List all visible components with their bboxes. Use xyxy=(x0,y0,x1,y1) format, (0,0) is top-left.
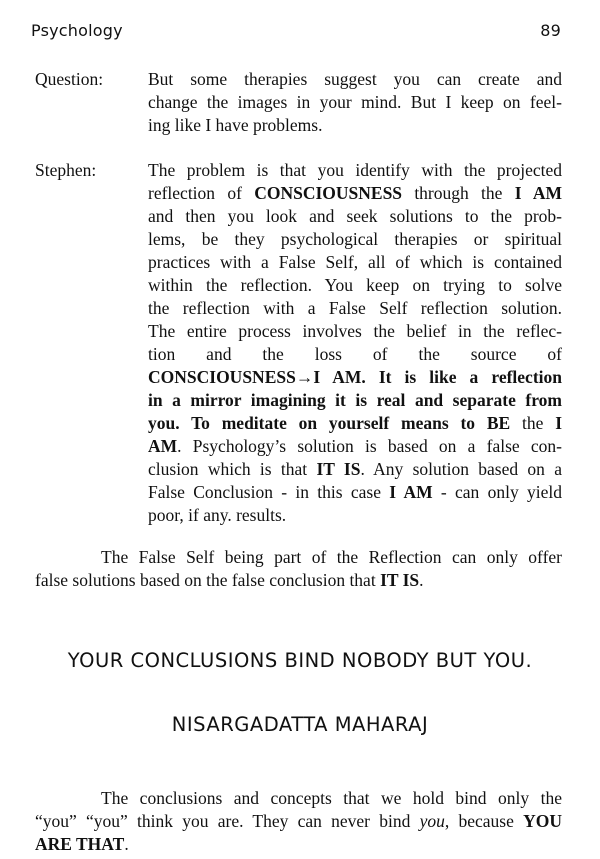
speaker-label-question: Question: xyxy=(35,69,104,89)
text-line: reflection of CONSCIOUSNESS through the I AM xyxy=(148,183,563,203)
text-line: you. To meditate on yourself means to BE the I xyxy=(148,413,562,433)
text-line: But some therapies suggest you can create and xyxy=(148,69,562,89)
text-line: AM. Psychology’s solution is based on a false con- xyxy=(148,436,562,456)
speaker-label-stephen: Stephen: xyxy=(35,160,97,180)
question-block xyxy=(35,68,562,137)
body-paragraph xyxy=(35,546,562,592)
question-text xyxy=(148,68,562,137)
text-line: lems, be they psychological therapies or spiritual xyxy=(148,229,562,249)
text-line: False Conclusion - in this case I AM - can only yield xyxy=(148,482,562,502)
text-line: in a mirror imagining it is real and separate from xyxy=(148,390,562,410)
text-line: the reflection with a False Self reflection solution. xyxy=(148,298,562,318)
stephen-block xyxy=(35,159,562,527)
chapter-title: Psychology xyxy=(31,21,123,40)
body-paragraph xyxy=(35,787,562,856)
text-line: false solutions based on the false conclusion that IT IS. xyxy=(35,570,424,590)
text-line: ARE THAT. xyxy=(35,834,129,854)
text-line: tion and the loss of the source of xyxy=(148,344,562,364)
text-line: CONSCIOUSNESS→I AM. It is like a reflection xyxy=(148,367,562,387)
text-line: and then you look and seek solutions to the prob- xyxy=(148,206,562,226)
text-line: The problem is that you identify with the projected xyxy=(148,160,562,180)
text-line: “you” “you” think you are. They can never bind you, because YOU xyxy=(35,811,562,831)
quote-text: YOUR CONCLUSIONS BIND NOBODY BUT YOU. xyxy=(67,649,533,672)
text-line: The conclusions and concepts that we hold bind only the xyxy=(101,788,562,808)
page-number: 89 xyxy=(540,21,561,40)
running-header xyxy=(31,21,561,45)
text-line: clusion which is that IT IS. Any solution based on a xyxy=(148,459,563,479)
text-line: poor, if any. results. xyxy=(148,505,287,525)
text-line: change the images in your mind. But I keep on feel- xyxy=(148,92,562,112)
text-line: The False Self being part of the Reflection can only offer xyxy=(101,547,562,567)
text-line: The entire process involves the belief in the reflec- xyxy=(148,321,562,341)
text-line: practices with a False Self, all of which is contained xyxy=(148,252,562,272)
text-line: within the reflection. You keep on trying to solve xyxy=(148,275,562,295)
stephen-text xyxy=(148,159,562,527)
text-line: ing like I have problems. xyxy=(148,115,323,135)
quote-author: NISARGADATTA MAHARAJ xyxy=(171,713,429,736)
